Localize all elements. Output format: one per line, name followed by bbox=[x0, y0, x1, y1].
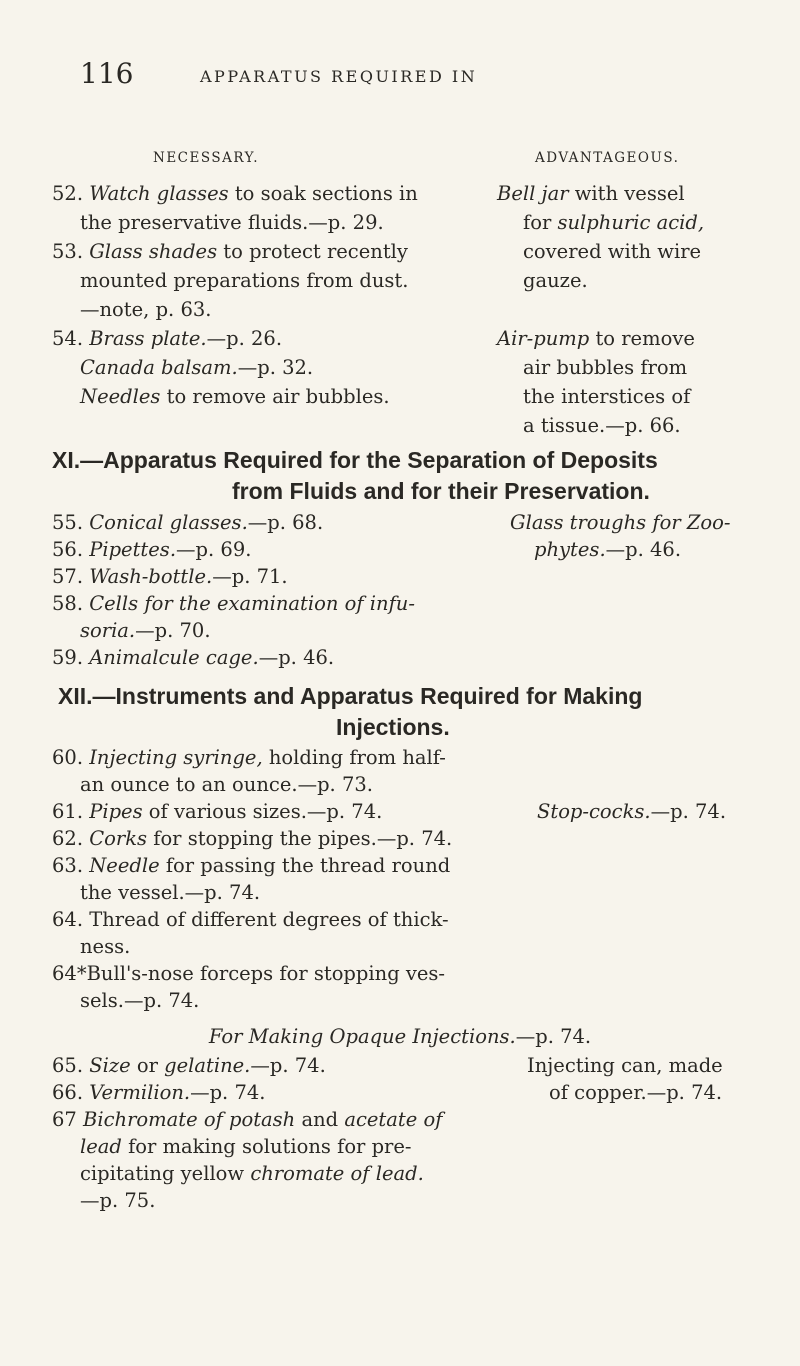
advantageous-bell-jar-cont3: gauze. bbox=[523, 269, 588, 292]
list-item-54: 54. Brass plate.—p. 26. bbox=[52, 327, 283, 350]
list-item-62: 62. Corks for stopping the pipes.—p. 74. bbox=[52, 827, 453, 850]
list-item-64-star-cont: sels.—p. 74. bbox=[80, 989, 200, 1012]
list-item-61: 61. Pipes of various sizes.—p. 74. bbox=[52, 800, 383, 823]
list-item-65: 65. Size or gelatine.—p. 74. bbox=[52, 1054, 326, 1077]
advantageous-air-pump: Air-pump to remove bbox=[497, 327, 695, 350]
section-xii-heading: XII.—Instruments and Apparatus Required for Making bbox=[58, 683, 643, 709]
advantageous-injecting-can-cont: of copper.—p. 74. bbox=[549, 1081, 723, 1104]
advantageous-glass-troughs: Glass troughs for Zoo- bbox=[510, 511, 731, 534]
list-item-58: 58. Cells for the examination of infu- bbox=[52, 592, 415, 615]
list-item-56: 56. Pipettes.—p. 69. bbox=[52, 538, 252, 561]
list-item-67-cont: lead for making solutions for pre- bbox=[80, 1135, 412, 1158]
list-item-67: 67 Bichromate of potash and acetate of bbox=[52, 1108, 443, 1131]
list-item-53-cont2: —note, p. 63. bbox=[80, 298, 212, 321]
list-item-63-cont: the vessel.—p. 74. bbox=[80, 881, 261, 904]
advantageous-air-pump-cont: air bubbles from bbox=[523, 356, 688, 379]
section-xi-heading: XI.—Apparatus Required for the Separation of Deposits bbox=[52, 447, 658, 473]
list-item-58-cont: soria.—p. 70. bbox=[80, 619, 211, 642]
list-item-66: 66. Vermilion.—p. 74. bbox=[52, 1081, 266, 1104]
advantageous-bell-jar-cont: for sulphuric acid, bbox=[523, 211, 705, 234]
list-item-64: 64. Thread of different degrees of thick- bbox=[52, 908, 449, 931]
list-item-55: 55. Conical glasses.—p. 68. bbox=[52, 511, 324, 534]
column-head-necessary: NECESSARY. bbox=[153, 150, 260, 166]
advantageous-stop-cocks: Stop-cocks.—p. 74. bbox=[537, 800, 727, 823]
running-head: APPARATUS REQUIRED IN bbox=[200, 67, 478, 86]
list-item-63: 63. Needle for passing the thread round bbox=[52, 854, 451, 877]
list-item-64-cont: ness. bbox=[80, 935, 131, 958]
advantageous-bell-jar-cont2: covered with wire bbox=[523, 240, 702, 263]
opaque-injections-subheading: For Making Opaque Injections.—p. 74. bbox=[208, 1025, 592, 1048]
list-item-52-cont: the preservative fluids.—p. 29. bbox=[80, 211, 384, 234]
advantageous-air-pump-cont2: the interstices of bbox=[523, 385, 691, 408]
advantageous-glass-troughs-cont: phytes.—p. 46. bbox=[534, 538, 682, 561]
section-xi-heading-cont: from Fluids and for their Preservation. bbox=[232, 478, 650, 504]
section-xii-heading-cont: Injections. bbox=[336, 714, 450, 740]
list-item-53: 53. Glass shades to protect recently bbox=[52, 240, 408, 263]
list-item-60: 60. Injecting syringe, holding from half- bbox=[52, 746, 446, 769]
advantageous-air-pump-cont3: a tissue.—p. 66. bbox=[523, 414, 681, 437]
list-item-67-cont2: cipitating yellow chromate of lead. bbox=[80, 1162, 424, 1185]
list-item-54-cont2: Needles to remove air bubbles. bbox=[80, 385, 390, 408]
list-item-57: 57. Wash-bottle.—p. 71. bbox=[52, 565, 288, 588]
list-item-53-cont: mounted preparations from dust. bbox=[80, 269, 409, 292]
advantageous-injecting-can: Injecting can, made bbox=[527, 1054, 723, 1077]
column-head-advantageous: ADVANTAGEOUS. bbox=[535, 150, 680, 166]
list-item-67-cont3: —p. 75. bbox=[80, 1189, 156, 1212]
list-item-52: 52. Watch glasses to soak sections in bbox=[52, 182, 418, 205]
list-item-60-cont: an ounce to an ounce.—p. 73. bbox=[80, 773, 373, 796]
advantageous-bell-jar: Bell jar with vessel bbox=[497, 182, 685, 205]
list-item-54-cont: Canada balsam.—p. 32. bbox=[80, 356, 314, 379]
list-item-64-star: 64*Bull's-nose forceps for stopping ves- bbox=[52, 962, 446, 985]
page-number: 116 bbox=[80, 57, 134, 90]
list-item-59: 59. Animalcule cage.—p. 46. bbox=[52, 646, 335, 669]
